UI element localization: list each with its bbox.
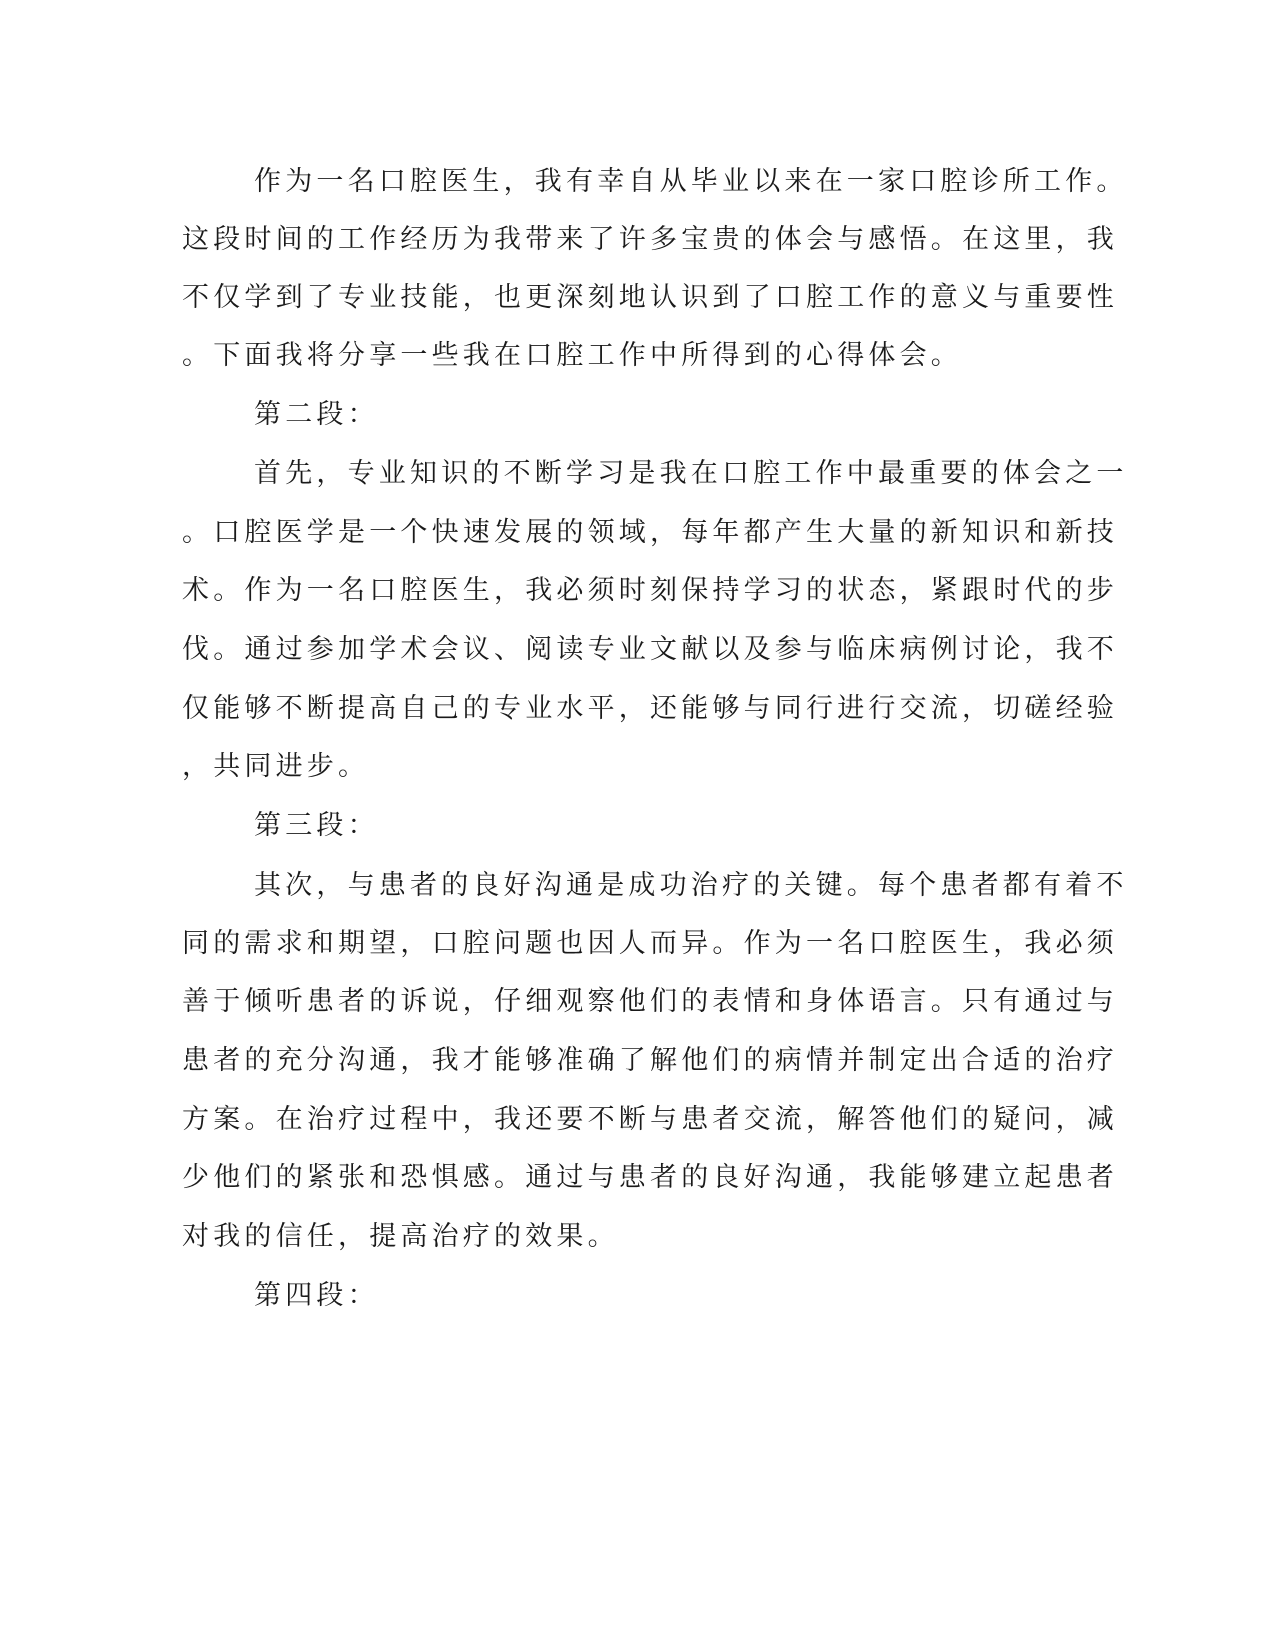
text-line: 。口腔医学是一个快速发展的领域，每年都产生大量的新知识和新技 <box>182 517 1118 548</box>
text-line: 首先，专业知识的不断学习是我在口腔工作中最重要的体会之一 <box>254 458 1128 489</box>
text-line: 伐。通过参加学术会议、阅读专业文献以及参与临床病例讨论，我不 <box>182 634 1118 665</box>
section-heading: 第四段： <box>254 1280 379 1311</box>
text-line: 作为一名口腔医生，我有幸自从毕业以来在一家口腔诊所工作。 <box>254 166 1128 197</box>
section-heading: 第二段： <box>254 399 379 430</box>
text-line: 少他们的紧张和恐惧感。通过与患者的良好沟通，我能够建立起患者 <box>182 1162 1118 1193</box>
text-line: 方案。在治疗过程中，我还要不断与患者交流，解答他们的疑问，减 <box>182 1104 1118 1135</box>
text-line: 患者的充分沟通，我才能够准确了解他们的病情并制定出合适的治疗 <box>182 1045 1118 1076</box>
text-line: 这段时间的工作经历为我带来了许多宝贵的体会与感悟。在这里，我 <box>182 224 1118 255</box>
text-line: ，共同进步。 <box>182 751 370 782</box>
text-line: 善于倾听患者的诉说，仔细观察他们的表情和身体语言。只有通过与 <box>182 986 1118 1017</box>
text-line: 。下面我将分享一些我在口腔工作中所得到的心得体会。 <box>182 340 962 371</box>
text-line: 术。作为一名口腔医生，我必须时刻保持学习的状态，紧跟时代的步 <box>182 575 1118 606</box>
text-line: 其次，与患者的良好沟通是成功治疗的关键。每个患者都有着不 <box>254 870 1128 901</box>
section-heading: 第三段： <box>254 810 379 841</box>
text-line: 同的需求和期望，口腔问题也因人而异。作为一名口腔医生，我必须 <box>182 928 1118 959</box>
text-line: 不仅学到了专业技能，也更深刻地认识到了口腔工作的意义与重要性 <box>182 282 1118 313</box>
text-line: 对我的信任，提高治疗的效果。 <box>182 1221 619 1252</box>
text-line: 仅能够不断提高自己的专业水平，还能够与同行进行交流，切磋经验 <box>182 693 1118 724</box>
